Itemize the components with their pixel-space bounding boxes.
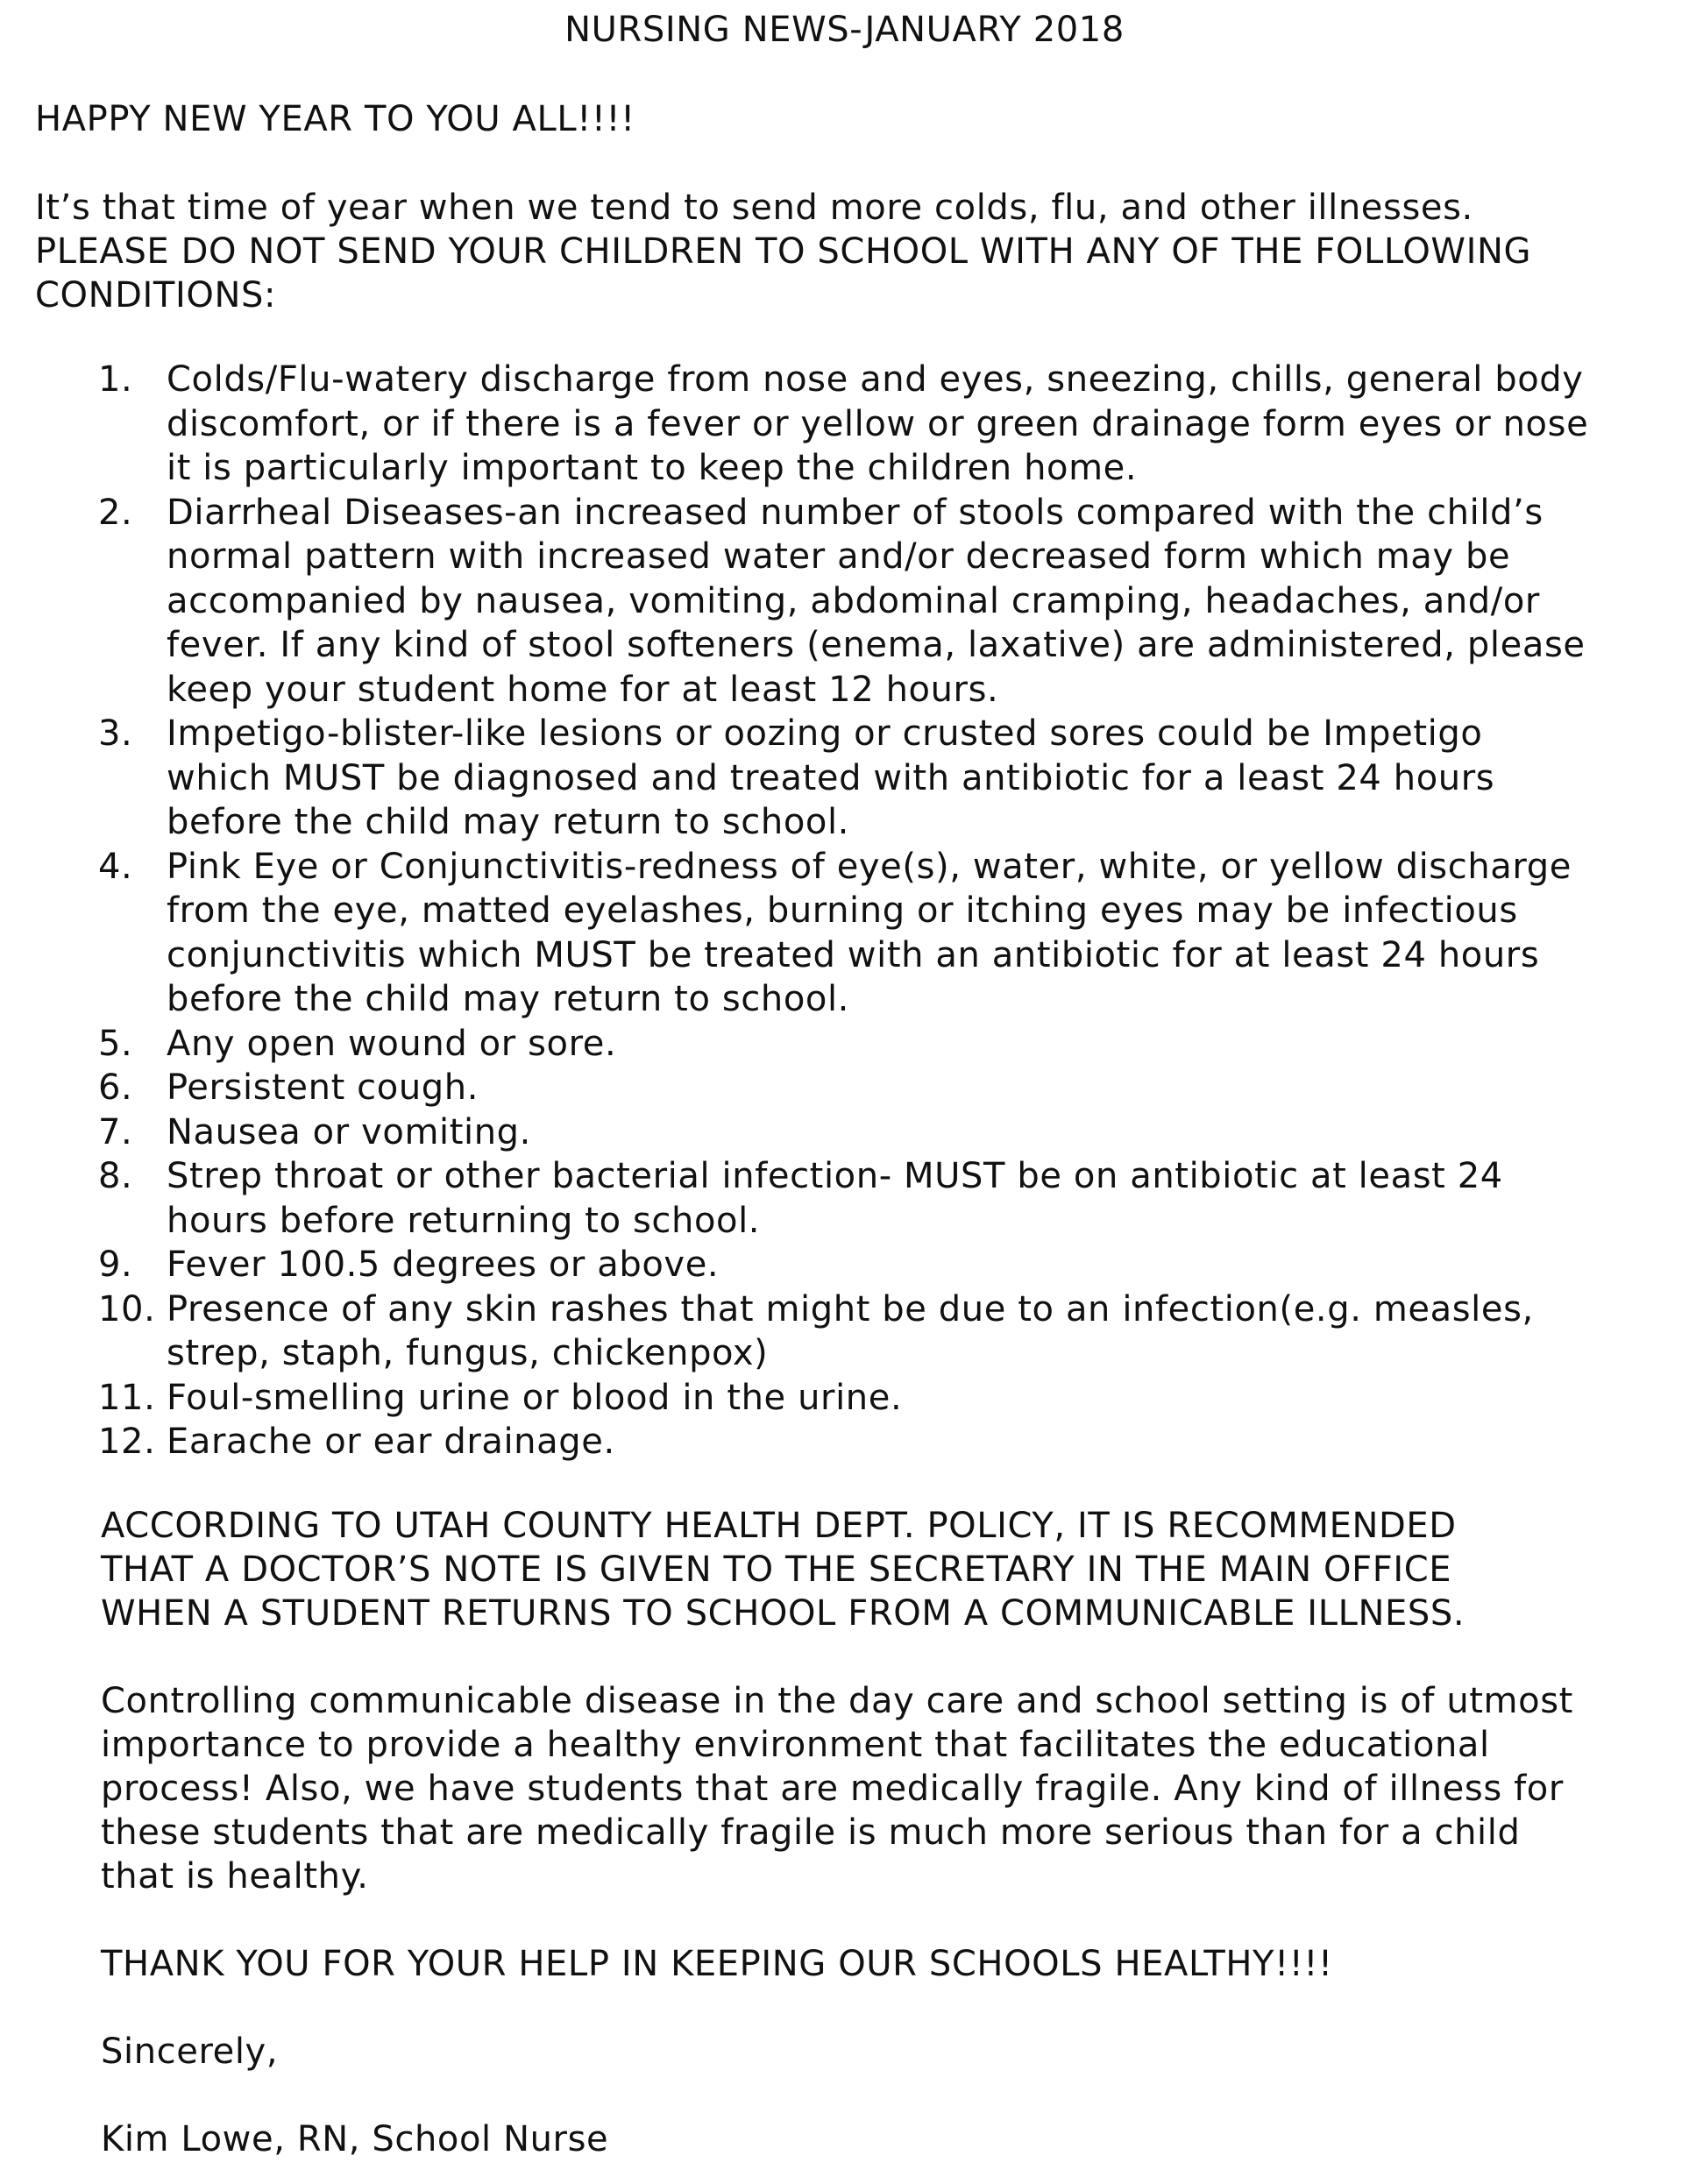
- condition-number: 12.: [98, 1422, 156, 1462]
- condition-line: conjunctivitis which MUST be treated with an antibiotic for at least 24 hours: [167, 934, 1540, 975]
- condition-line: Presence of any skin rashes that might be due to an infection(e.g. measles,: [167, 1288, 1534, 1330]
- policy-line: THAT A DOCTOR’S NOTE IS GIVEN TO THE SECRETARY IN THE MAIN OFFICE: [101, 1549, 1452, 1590]
- condition-item: [0, 1243, 1588, 1287]
- thank-you-line: THANK YOU FOR YOUR HELP IN KEEPING OUR SCHOOLS HEALTHY!!!!: [101, 1944, 1333, 1984]
- condition-line: before the child may return to school.: [167, 802, 849, 842]
- intro-line: It’s that time of year when we tend to send more colds, flu, and other illnesses.: [35, 188, 1473, 228]
- condition-number: 7.: [98, 1111, 133, 1152]
- condition-item: [0, 1376, 1588, 1421]
- greeting-heading: HAPPY NEW YEAR TO YOU ALL!!!!: [35, 99, 635, 139]
- condition-item: [0, 712, 1588, 845]
- condition-line: Nausea or vomiting.: [167, 1111, 531, 1152]
- closing-line: process! Also, we have students that are medically fragile. Any kind of illness for: [101, 1769, 1564, 1809]
- condition-item: [0, 1287, 1588, 1376]
- condition-text: [167, 1154, 1588, 1243]
- condition-number: 4.: [98, 846, 133, 887]
- condition-number: 10.: [98, 1288, 156, 1330]
- page-title: NURSING NEWS-JANUARY 2018: [564, 10, 1125, 50]
- condition-line: Earache or ear drainage.: [167, 1422, 615, 1462]
- condition-number: 9.: [98, 1244, 133, 1285]
- condition-number: 1.: [98, 359, 133, 400]
- condition-number: 11.: [98, 1377, 156, 1418]
- condition-text: [167, 491, 1588, 713]
- condition-number: 6.: [98, 1067, 133, 1108]
- condition-item: [0, 1022, 1588, 1067]
- condition-text: [167, 1110, 1588, 1155]
- condition-text: [167, 845, 1588, 1022]
- condition-text: [167, 1066, 1588, 1110]
- condition-line: Pink Eye or Conjunctivitis-redness of eye(s), water, white, or yellow discharge: [167, 846, 1572, 887]
- condition-line: Any open wound or sore.: [167, 1023, 617, 1064]
- closing-line: Controlling communicable disease in the day care and school setting is of utmost: [101, 1681, 1573, 1721]
- condition-item: [0, 1110, 1588, 1155]
- closing-line: importance to provide a healthy environment that facilitates the educational: [101, 1725, 1490, 1765]
- condition-line: Strep throat or other bacterial infection- MUST be on antibiotic at least 24: [167, 1156, 1503, 1196]
- condition-text: [167, 358, 1588, 491]
- signoff: Sincerely,: [101, 2032, 279, 2072]
- conditions-list: [0, 358, 1588, 1464]
- condition-item: [0, 491, 1588, 713]
- policy-line: ACCORDING TO UTAH COUNTY HEALTH DEPT. POLICY, IT IS RECOMMENDED: [101, 1506, 1457, 1546]
- condition-line: strep, staph, fungus, chickenpox): [167, 1333, 769, 1373]
- condition-text: [167, 1376, 1588, 1421]
- condition-line: normal pattern with increased water and/or decreased form which may be: [167, 536, 1511, 577]
- intro-line: CONDITIONS:: [35, 275, 277, 316]
- closing-line: that is healthy.: [101, 1856, 369, 1897]
- condition-line: fever. If any kind of stool softeners (enema, laxative) are administered, please: [167, 625, 1586, 665]
- condition-line: accompanied by nausea, vomiting, abdominal cramping, headaches, and/or: [167, 580, 1540, 621]
- condition-item: [0, 845, 1588, 1022]
- condition-number: 3.: [98, 713, 133, 754]
- condition-item: [0, 1420, 1588, 1464]
- policy-line: WHEN A STUDENT RETURNS TO SCHOOL FROM A COMMUNICABLE ILLNESS.: [101, 1593, 1465, 1634]
- condition-number: 8.: [98, 1156, 133, 1196]
- condition-line: it is particularly important to keep the children home.: [167, 448, 1138, 488]
- condition-text: [167, 1287, 1588, 1376]
- condition-line: Foul-smelling urine or blood in the urine.: [167, 1377, 903, 1418]
- condition-line: discomfort, or if there is a fever or yellow or green drainage form eyes or nose: [167, 403, 1589, 444]
- condition-text: [167, 1243, 1588, 1287]
- condition-text: [167, 1420, 1588, 1464]
- condition-item: [0, 1154, 1588, 1243]
- condition-line: Diarrheal Diseases-an increased number of stools compared with the child’s: [167, 492, 1544, 533]
- condition-number: 5.: [98, 1023, 133, 1064]
- condition-item: [0, 358, 1588, 491]
- condition-line: keep your student home for at least 12 hours.: [167, 669, 999, 710]
- condition-text: [167, 1022, 1588, 1067]
- condition-line: Persistent cough.: [167, 1067, 479, 1108]
- signature: Kim Lowe, RN, School Nurse: [101, 2119, 609, 2159]
- condition-line: Fever 100.5 degrees or above.: [167, 1244, 720, 1285]
- condition-line: which MUST be diagnosed and treated with antibiotic for a least 24 hours: [167, 757, 1495, 798]
- intro-line: PLEASE DO NOT SEND YOUR CHILDREN TO SCHOOL WITH ANY OF THE FOLLOWING: [35, 231, 1532, 272]
- condition-line: Colds/Flu-watery discharge from nose and eyes, sneezing, chills, general body: [167, 359, 1584, 400]
- condition-line: Impetigo-blister-like lesions or oozing or crusted sores could be Impetigo: [167, 713, 1483, 754]
- condition-text: [167, 712, 1588, 845]
- condition-number: 2.: [98, 492, 133, 533]
- condition-item: [0, 1066, 1588, 1110]
- closing-line: these students that are medically fragile is much more serious than for a child: [101, 1812, 1521, 1853]
- condition-line: hours before returning to school.: [167, 1200, 761, 1241]
- condition-line: from the eye, matted eyelashes, burning or itching eyes may be infectious: [167, 890, 1518, 931]
- condition-line: before the child may return to school.: [167, 979, 849, 1019]
